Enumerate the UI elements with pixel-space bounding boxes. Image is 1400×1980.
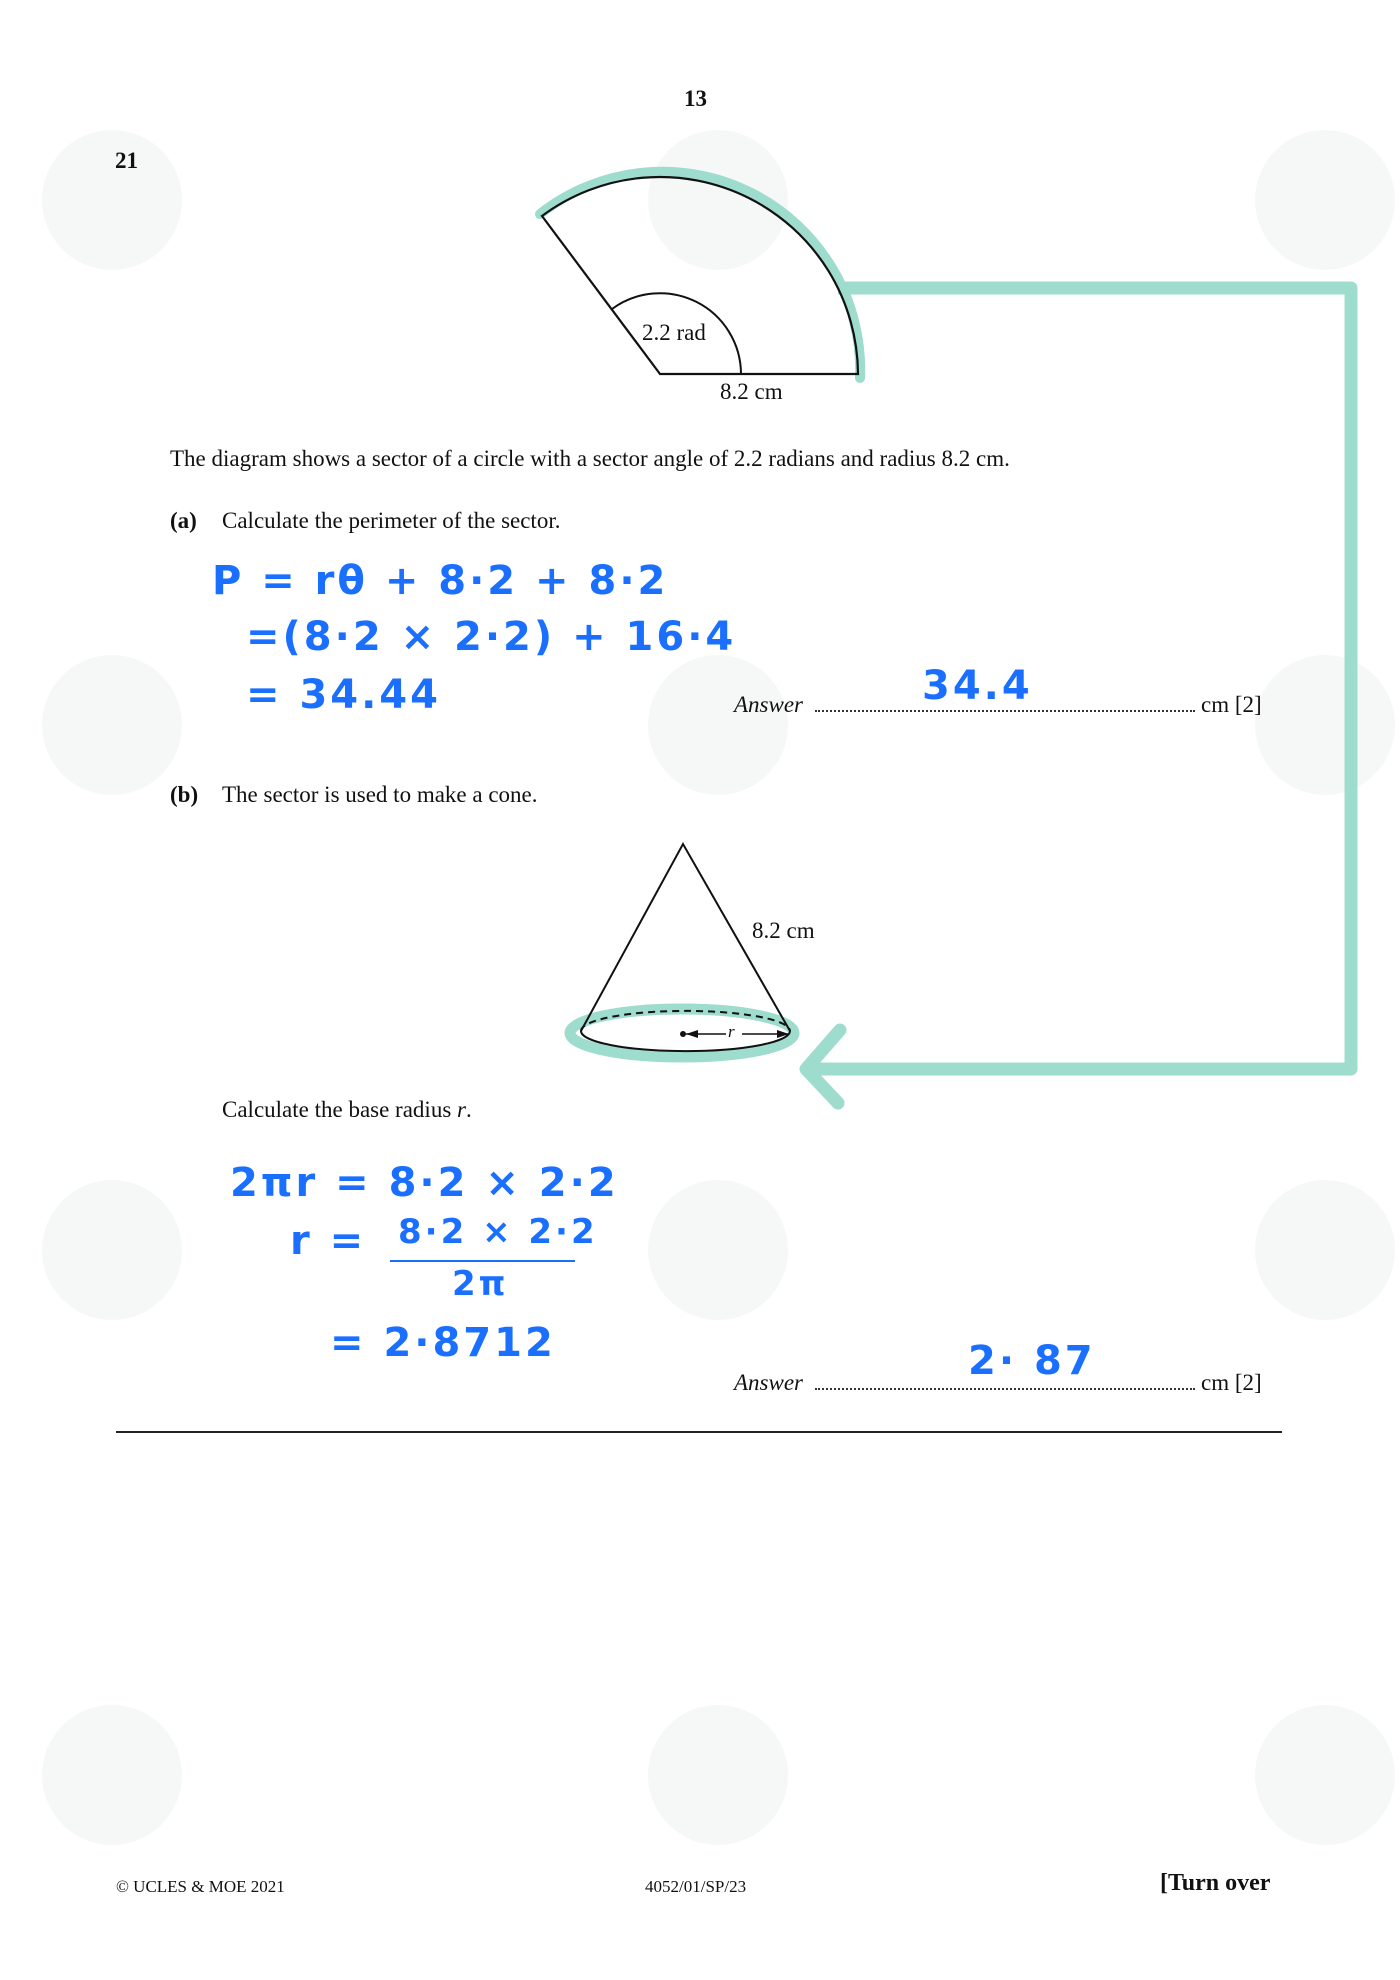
part-a-working-line-3: = 34.44 (246, 672, 441, 718)
part-b-answer-value: 2· 87 (968, 1338, 1096, 1384)
part-a-label: (a) (170, 508, 197, 533)
cone-center-dot (680, 1031, 686, 1037)
answer-label: Answer (734, 692, 803, 717)
instruction-punct: . (465, 1097, 472, 1122)
cone-slant-label: 8.2 cm (752, 918, 815, 943)
fraction-bar (390, 1260, 575, 1262)
sector-radius-label: 8.2 cm (720, 379, 783, 404)
part-b-instruction (222, 1097, 472, 1123)
question-number: 21 (115, 148, 138, 173)
radius-arrowhead-left (686, 1030, 698, 1038)
part-a-working-line-2: =(8·2 × 2·2) + 16·4 (246, 614, 737, 660)
footer-code: 4052/01/SP/23 (645, 1877, 747, 1896)
part-a-working-line-1: P = rθ + 8·2 + 8·2 (212, 558, 669, 604)
instruction-text: Calculate the base radius (222, 1097, 458, 1122)
part-b-question: The sector is used to make a cone. (222, 782, 538, 807)
part-a-question: Calculate the perimeter of the sector. (222, 508, 561, 533)
part-b-working-numerator: 8·2 × 2·2 (398, 1212, 598, 1252)
part-a-answer-value: 34.4 (922, 663, 1033, 709)
instruction-variable: r (457, 1097, 466, 1122)
unit-marks: cm [2] (1201, 692, 1262, 717)
sector-angle-label: 2.2 rad (642, 320, 706, 345)
footer-copyright: © UCLES & MOE 2021 (116, 1877, 285, 1896)
cone-radius-label: r (728, 1022, 735, 1041)
part-b-working-r-equals: r = (290, 1218, 367, 1264)
sector-arc-highlight (540, 172, 860, 378)
unit-marks: cm [2] (1201, 1370, 1262, 1395)
question-intro: The diagram shows a sector of a circle with a sector angle of 2.2 radians and radius 8.2 cm. (170, 446, 1010, 471)
annotation-arrow-connector (806, 288, 1351, 1069)
answer-label: Answer (734, 1370, 803, 1395)
page-number: 13 (684, 86, 707, 111)
part-b-label: (b) (170, 782, 199, 807)
part-b-working-denominator: 2π (452, 1264, 509, 1304)
section-divider (116, 1431, 1282, 1433)
part-b-working-line-3: = 2·8712 (330, 1320, 556, 1366)
footer-turn-over: [Turn over (1160, 1870, 1271, 1896)
part-b-working-line-1: 2πr = 8·2 × 2·2 (230, 1160, 619, 1206)
